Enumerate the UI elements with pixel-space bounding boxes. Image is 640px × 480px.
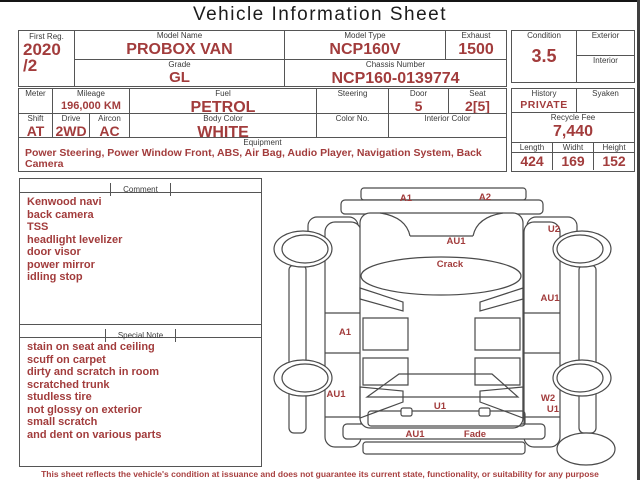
shift-label: Shift [27,114,44,123]
special-note-header [20,324,261,338]
condition-value: 3.5 [531,46,557,66]
fuel-value: PETROL [190,99,256,116]
history-label: History [531,89,557,98]
damage-label-windshield: Crack [436,259,464,270]
first-reg-value-line2: /2 [23,58,38,74]
drive-label: Drive [61,114,81,123]
comment-line: idling stop [27,271,83,283]
comment-line: power mirror [27,258,95,271]
special-note-line: and dent on various parts [27,428,162,441]
width-label: Widht [553,143,593,153]
first-reg-label: First Reg. [29,32,64,41]
first-reg-cell [19,31,75,86]
comment-body [20,193,261,324]
spec-table [18,88,507,172]
special-note-line: scuff on carpet [27,353,106,366]
grade-label: Grade [168,60,191,69]
front-right-wheel [553,231,611,267]
damage-label-tailgate: U1 [433,401,447,412]
model-name-label: Model Name [156,31,203,40]
comment-line: Kenwood navi [27,196,102,208]
mileage-label: Mileage [76,89,105,98]
special-note-line: not glossy on exterior [27,403,142,416]
equipment-label: Equipment [243,138,282,147]
equipment-value: Power Steering, Power Window Front, ABS, Air Bag, Audio Player, Navigation System, Back Camera [25,147,482,170]
comment-line: TSS [27,221,49,233]
model-name-grade-cell [75,31,285,86]
height-value: 152 [602,153,626,169]
comment-label: Comment [110,183,171,196]
length-label: Length [512,143,552,153]
condition-cell [512,31,577,82]
damage-label-left-rear-door: A1 [338,327,352,338]
special-note-line: dirty and scratch in room [27,366,160,378]
car-body [360,213,525,428]
width-value: 169 [561,153,585,169]
mileage-value: 196,000 KM [61,100,121,112]
body-color-value: WHITE [197,124,249,141]
comment-line: headlight levelizer [27,233,123,246]
aircon-value: AC [99,124,120,138]
model-type-label: Model Type [344,31,386,40]
damage-label-left-rear-wheel: AU1 [326,389,346,400]
recycle-fee-value: 7,440 [552,123,594,140]
special-note-label: Special Note [105,329,176,342]
chassis-number-label: Chassis Number [365,60,426,69]
model-name-value: PROBOX VAN [126,41,233,58]
model-type-chassis-cell [285,31,506,86]
syaken-label: Syaken [592,89,619,98]
special-note-line: scratched trunk [27,378,110,391]
damage-label-rear-bumper-left: AU1 [405,429,425,440]
disclaimer-text: This sheet reflects the vehicle's condition at issuance and does not guarantee its current state, functionality, or suitability for any purpose [41,469,599,479]
color-no-label: Color No. [335,114,370,123]
body-color-label: Body Color [203,114,243,123]
exterior-value-blank [577,41,634,56]
front-left-wheel [274,231,332,267]
notes-panel [19,178,262,467]
rear-left-wheel [274,360,332,396]
damage-label-hood: AU1 [446,236,466,247]
screen-top-edge [0,0,640,2]
condition-label: Condition [527,31,561,40]
right-side-panels [524,217,611,447]
interior-color-label: Interior Color [424,114,471,123]
damage-label-right-rear-quarter: W2 [540,393,556,404]
height-label: Height [594,143,634,153]
door-value: 5 [414,99,423,113]
steering-label: Steering [337,89,368,98]
special-note-body [20,338,261,444]
first-reg-value-line1: 2020 [23,42,61,58]
exhaust-value: 1500 [458,41,494,58]
meter-label: Meter [25,89,46,98]
comment-header [20,179,261,193]
damage-label-front-bumper-left: A1 [399,193,413,204]
rear-right-wheel [553,360,611,396]
exhaust-label: Exhaust [461,31,491,40]
drive-value: 2WD [55,124,87,138]
damage-label-rear-bumper-right: Fade [463,429,487,440]
model-type-value: NCP160V [329,41,401,58]
chassis-number-value: NCP160-0139774 [331,70,460,87]
seat-value: 2[5] [465,99,490,113]
front-bumper [341,188,543,214]
seat-label: Seat [469,89,486,98]
history-panel [511,88,635,172]
special-note-line: small scratch [27,416,98,428]
special-note-line: stain on seat and ceiling [27,341,155,353]
damage-label-front-bumper-right: A2 [478,192,492,203]
door-label: Door [409,89,428,98]
damage-label-right-rear-lower: U1 [546,404,560,415]
fuel-label: Fuel [215,89,231,98]
damage-label-right-mirror: U2 [547,224,561,235]
shift-value: AT [26,124,45,138]
exterior-label: Exterior [591,31,620,40]
recycle-fee-label: Recycle Fee [550,113,596,122]
aircon-label: Aircon [98,114,121,123]
info-table [18,30,507,87]
length-value: 424 [520,153,544,169]
interior-label: Interior [593,56,618,65]
car-damage-diagram [268,180,640,470]
grade-value: GL [169,70,190,86]
damage-label-right-front-door: AU1 [540,293,560,304]
page-title: Vehicle Information Sheet [192,4,448,25]
special-note-line: studless tire [27,391,92,403]
exterior-interior-cell [577,31,634,82]
spare-tire [557,433,615,465]
history-value: PRIVATE [520,99,568,111]
condition-panel [511,30,635,83]
comment-line: back camera [27,208,94,221]
comment-line: door visor [27,246,81,258]
